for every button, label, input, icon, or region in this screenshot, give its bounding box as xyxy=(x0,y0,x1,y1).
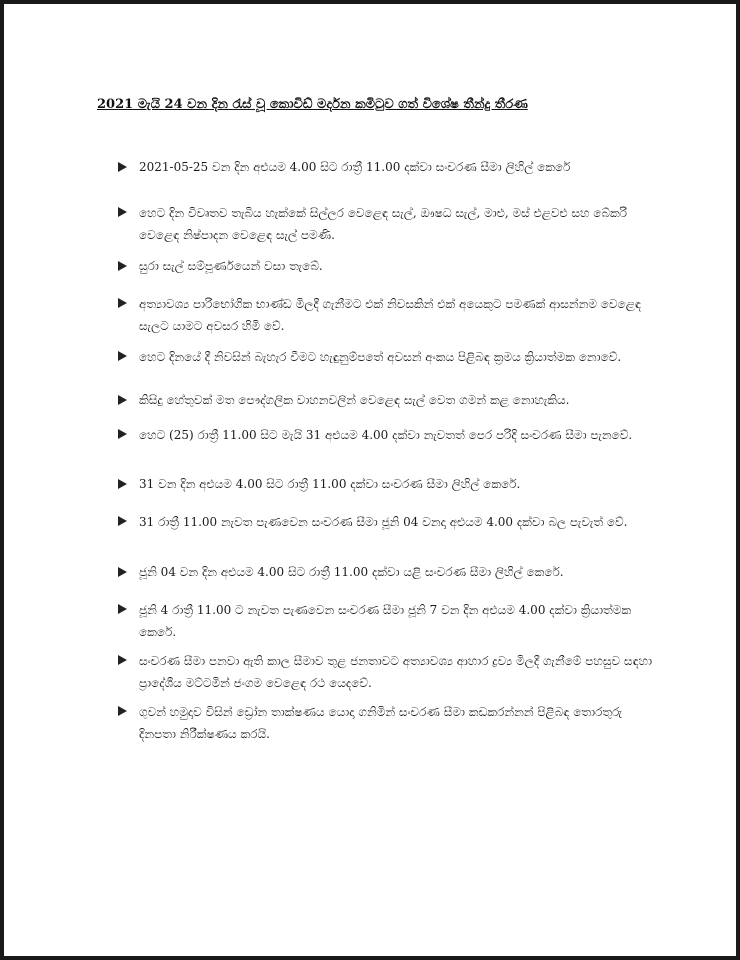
arrow-bullet-icon xyxy=(118,162,127,172)
arrow-bullet-icon xyxy=(118,706,127,716)
arrow-bullet-icon xyxy=(118,261,127,271)
list-item-text: සුරා සැල් සම්පූර්ණයෙන් වසා තැබේ. xyxy=(139,259,323,273)
arrow-bullet-icon xyxy=(118,655,127,665)
list-item xyxy=(114,390,654,411)
arrow-bullet-icon xyxy=(118,429,127,439)
document-page xyxy=(4,4,736,956)
list-item-text: 2021-05-25 වන දින අළුයම 4.00 සිට රාත්‍රී 11.00 දක්වා සංචරණ සීමා ලිහිල් කෙරේ xyxy=(139,160,571,174)
arrow-bullet-icon xyxy=(118,567,127,577)
list-item xyxy=(114,293,654,337)
arrow-bullet-icon xyxy=(118,298,127,308)
list-item xyxy=(114,511,654,533)
list-item xyxy=(114,562,654,583)
list-item-text: 31 රාත්‍රී 11.00 නැවත පැණවෙන සංචරණ සීමා ජූනි 04 වනදා අළුයම 4.00 දක්වා බල පැවැත් වේ. xyxy=(139,515,628,529)
arrow-bullet-icon xyxy=(118,395,127,405)
list-item xyxy=(114,424,654,446)
arrow-bullet-icon xyxy=(118,479,127,489)
list-item-text: 31 වන දින අළුයම 4.00 සිට රාත්‍රී 11.00 දක්වා සංචරණ සීමා ලිහිල් කෙරේ. xyxy=(139,477,521,491)
document-title: 2021 මැයි 24 වන දින රැස් වූ කොවිඩ් මර්දන කමිටුව ගත් විශේෂ තීන්දු තීරණ xyxy=(97,97,528,112)
list-item-text: සංචරණ සීමා පනවා ඇති කාල සීමාව තුළ ජනතාවට අත්‍යාවශ්‍ය ආහාර ද්‍රව්‍ය මිලදී ගැනීමේ පහසුව සඳහා ප්‍රාදේශීය මට්ටමින් ජංගම වෙළෙඳ රථ යෙදවේ. xyxy=(139,654,653,690)
arrow-bullet-icon xyxy=(118,351,127,361)
list-item-text: කිසිදු හේතුවක් මත පෞද්ගලික වාහනවලින් වෙළෙඳ සැල් වෙත ගමන් කළ නොහැකිය. xyxy=(139,393,570,407)
list-item xyxy=(114,650,654,694)
list-item-text: අත්‍යාවශ්‍ය පාරිභෝගික භාණ්ඩ මිලදී ගැනීමට එක් නිවසකින් එක් අයෙකුට පමණක් ආසන්නම වෙළෙඳ සැලට යාමට අවසර හිමි වේ. xyxy=(139,297,642,333)
list-item xyxy=(114,701,654,745)
arrow-bullet-icon xyxy=(118,207,127,217)
list-item-text: ගුවන් හමුදාව විසින් ඩ්‍රෝන තාක්ෂණය යොදා ගනිමින් සංචරණ සීමා කඩකරන්නන් පිළිබඳ තොරතුරු දිනපතා නිරීක්ෂණය කරයි. xyxy=(139,705,623,741)
arrow-bullet-icon xyxy=(118,604,127,614)
list-item xyxy=(114,157,654,178)
arrow-bullet-icon xyxy=(118,516,127,526)
list-item-text: හෙට (25) රාත්‍රී 11.00 සිට මැයි 31 අළුයම 4.00 දක්වා නැවතත් පෙර පරිදි සංචරණ සීමා පැනවේ. xyxy=(139,428,633,442)
list-item xyxy=(114,599,654,643)
list-item xyxy=(114,474,654,495)
list-item xyxy=(114,202,654,246)
list-item-text: ජූනි 04 වන දින අළුයම 4.00 සිට රාත්‍රී 11.00 දක්වා යළි සංචරණ සීමා ලිහිල් කෙරේ. xyxy=(139,565,564,579)
list-item xyxy=(114,346,654,368)
list-item-text: ජූනි 4 රාත්‍රී 11.00 ට නැවත පැණවෙන සංචරණ සීමා ජූනි 7 වන දින අළුයම 4.00 දක්වා ක්‍රියාත්මක කෙරේ. xyxy=(139,603,632,639)
list-item-text: හෙට දිනයේ දී නිවසින් බැහැර වීමට හැඳුනුම්පතේ අවසන් අංකය පිළිබඳ ක්‍රමය ක්‍රියාත්මක නොවේ. xyxy=(139,350,622,364)
list-item xyxy=(114,256,654,277)
list-item-text: හෙට දින විවෘතව තැබිය හැක්කේ සිල්ලර වෙළෙඳ සැල්, ඖෂධ සැල්, මාළු, මස් එළවළු සහ බේකරි වෙළෙඳ නිෂ්පාදන වෙළෙඳ සැල් පමණි. xyxy=(139,206,628,242)
